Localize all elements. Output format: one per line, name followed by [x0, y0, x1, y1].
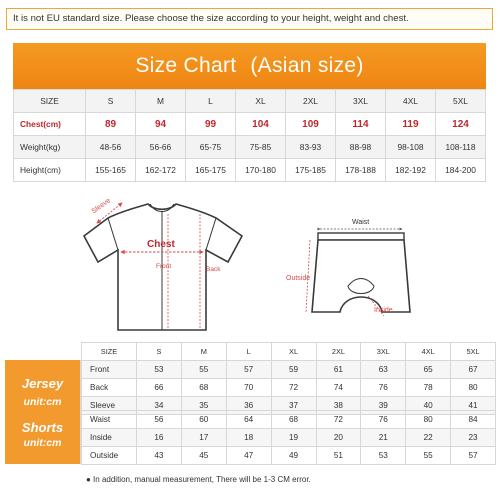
table-cell: 88-98: [336, 136, 386, 159]
row-label: Front: [82, 361, 137, 379]
header-cell: XL: [271, 343, 316, 361]
jersey-drawing: [84, 197, 242, 330]
table-cell: 38: [316, 397, 361, 415]
chest-label: Chest: [147, 239, 175, 250]
size-chart-header-row: [14, 90, 486, 113]
table-cell: 182-192: [386, 159, 436, 182]
inside-label: Inside: [374, 307, 393, 314]
row-label: Outside: [82, 447, 137, 465]
header-cell: 4XL: [386, 90, 436, 113]
jersey-label: Jersey: [21, 376, 64, 391]
jersey-unit: unit:cm: [23, 396, 62, 408]
table-row-weight: [14, 136, 486, 159]
table-cell: 64: [226, 411, 271, 429]
table-row-outside: [82, 447, 496, 465]
row-label: Chest(cm): [14, 113, 86, 136]
table-cell: 43: [137, 447, 182, 465]
table-cell: 55: [406, 447, 451, 465]
table-row-height: [14, 159, 486, 182]
table-row-front: [82, 361, 496, 379]
table-cell: 34: [137, 397, 182, 415]
table-row-back: [82, 379, 496, 397]
row-label: Waist: [82, 411, 137, 429]
size-chart-title: Size Chart: [135, 54, 237, 77]
front-label: Front: [156, 263, 172, 270]
shorts-drawing: [286, 219, 410, 316]
table-cell: 68: [271, 411, 316, 429]
table-cell: 48-56: [86, 136, 136, 159]
table-cell: 72: [271, 379, 316, 397]
header-cell: M: [136, 90, 186, 113]
table-cell: 23: [451, 429, 496, 447]
size-chart: [13, 43, 486, 181]
header-cell: S: [137, 343, 182, 361]
table-row-chest: [14, 113, 486, 136]
size-chart-table: [13, 89, 486, 182]
header-cell: 5XL: [451, 343, 496, 361]
table-cell: 57: [226, 361, 271, 379]
table-cell: 65-75: [186, 136, 236, 159]
size-notice: It is not EU standard size. Please choose the size according to your height, weight and chest.: [6, 8, 493, 30]
row-label: Weight(kg): [14, 136, 86, 159]
table-cell: 51: [316, 447, 361, 465]
table-cell: 16: [137, 429, 182, 447]
table-cell: 119: [386, 113, 436, 136]
table-cell: 70: [226, 379, 271, 397]
table-cell: 84: [451, 411, 496, 429]
table-cell: 35: [181, 397, 226, 415]
table-cell: 99: [186, 113, 236, 136]
row-label: Back: [82, 379, 137, 397]
table-cell: 63: [361, 361, 406, 379]
shorts-waistband: [318, 233, 404, 240]
table-cell: 59: [271, 361, 316, 379]
table-cell: 72: [316, 411, 361, 429]
table-cell: 94: [136, 113, 186, 136]
table-cell: 41: [451, 397, 496, 415]
table-cell: 98-108: [386, 136, 436, 159]
header-cell: 2XL: [316, 343, 361, 361]
header-cell: L: [186, 90, 236, 113]
header-cell: SIZE: [14, 90, 86, 113]
header-cell: M: [181, 343, 226, 361]
jersey-table: [81, 342, 496, 415]
table-cell: 61: [316, 361, 361, 379]
table-cell: 76: [361, 411, 406, 429]
sleeve-label: Sleeve: [90, 197, 113, 216]
header-cell: XL: [236, 90, 286, 113]
table-cell: 78: [406, 379, 451, 397]
measurement-footnote: ● In addition, manual measurement, There will be 1-3 CM error.: [86, 475, 311, 484]
table-cell: 36: [226, 397, 271, 415]
table-cell: 67: [451, 361, 496, 379]
table-cell: 162-172: [136, 159, 186, 182]
header-cell: 3XL: [361, 343, 406, 361]
table-cell: 47: [226, 447, 271, 465]
header-cell: SIZE: [82, 343, 137, 361]
header-cell: 5XL: [436, 90, 486, 113]
table-cell: 178-188: [336, 159, 386, 182]
table-cell: 39: [361, 397, 406, 415]
table-cell: 75-85: [236, 136, 286, 159]
jersey-header-row: [82, 343, 496, 361]
table-cell: 65: [406, 361, 451, 379]
table-cell: 21: [361, 429, 406, 447]
table-cell: 155-165: [86, 159, 136, 182]
shorts-outline: [312, 240, 410, 312]
table-cell: 80: [406, 411, 451, 429]
garment-illustration: [0, 190, 500, 332]
table-cell: 89: [86, 113, 136, 136]
table-row-inside: [82, 429, 496, 447]
table-cell: 53: [361, 447, 406, 465]
table-cell: 56-66: [136, 136, 186, 159]
table-cell: 83-93: [286, 136, 336, 159]
table-cell: 114: [336, 113, 386, 136]
table-cell: 68: [181, 379, 226, 397]
header-cell: 3XL: [336, 90, 386, 113]
table-cell: 60: [181, 411, 226, 429]
table-cell: 104: [236, 113, 286, 136]
table-cell: 22: [406, 429, 451, 447]
table-cell: 49: [271, 447, 316, 465]
table-cell: 20: [316, 429, 361, 447]
table-cell: 57: [451, 447, 496, 465]
table-cell: 18: [226, 429, 271, 447]
header-cell: S: [86, 90, 136, 113]
size-chart-banner: [13, 43, 486, 89]
table-cell: 124: [436, 113, 486, 136]
table-cell: 19: [271, 429, 316, 447]
outside-label: Outside: [286, 275, 311, 282]
shorts-unit: unit:cm: [23, 437, 62, 449]
table-row-waist: [82, 411, 496, 429]
row-label: Inside: [82, 429, 137, 447]
table-cell: 165-175: [186, 159, 236, 182]
shorts-table: [81, 410, 496, 465]
table-cell: 109: [286, 113, 336, 136]
shorts-label: Shorts: [21, 420, 64, 435]
table-cell: 108-118: [436, 136, 486, 159]
table-cell: 74: [316, 379, 361, 397]
table-cell: 40: [406, 397, 451, 415]
table-cell: 45: [181, 447, 226, 465]
shorts-side-label: [5, 410, 81, 464]
table-cell: 184-200: [436, 159, 486, 182]
size-chart-subtitle: (Asian size): [250, 54, 364, 77]
table-cell: 55: [181, 361, 226, 379]
table-cell: 56: [137, 411, 182, 429]
back-label: Back: [206, 266, 221, 273]
header-cell: 2XL: [286, 90, 336, 113]
row-label: Height(cm): [14, 159, 86, 182]
table-cell: 37: [271, 397, 316, 415]
table-cell: 66: [137, 379, 182, 397]
waist-label: Waist: [352, 219, 370, 226]
row-label: Sleeve: [82, 397, 137, 415]
table-cell: 17: [181, 429, 226, 447]
table-cell: 53: [137, 361, 182, 379]
header-cell: 4XL: [406, 343, 451, 361]
table-cell: 170-180: [236, 159, 286, 182]
header-cell: L: [226, 343, 271, 361]
table-cell: 80: [451, 379, 496, 397]
table-cell: 76: [361, 379, 406, 397]
table-cell: 175-185: [286, 159, 336, 182]
